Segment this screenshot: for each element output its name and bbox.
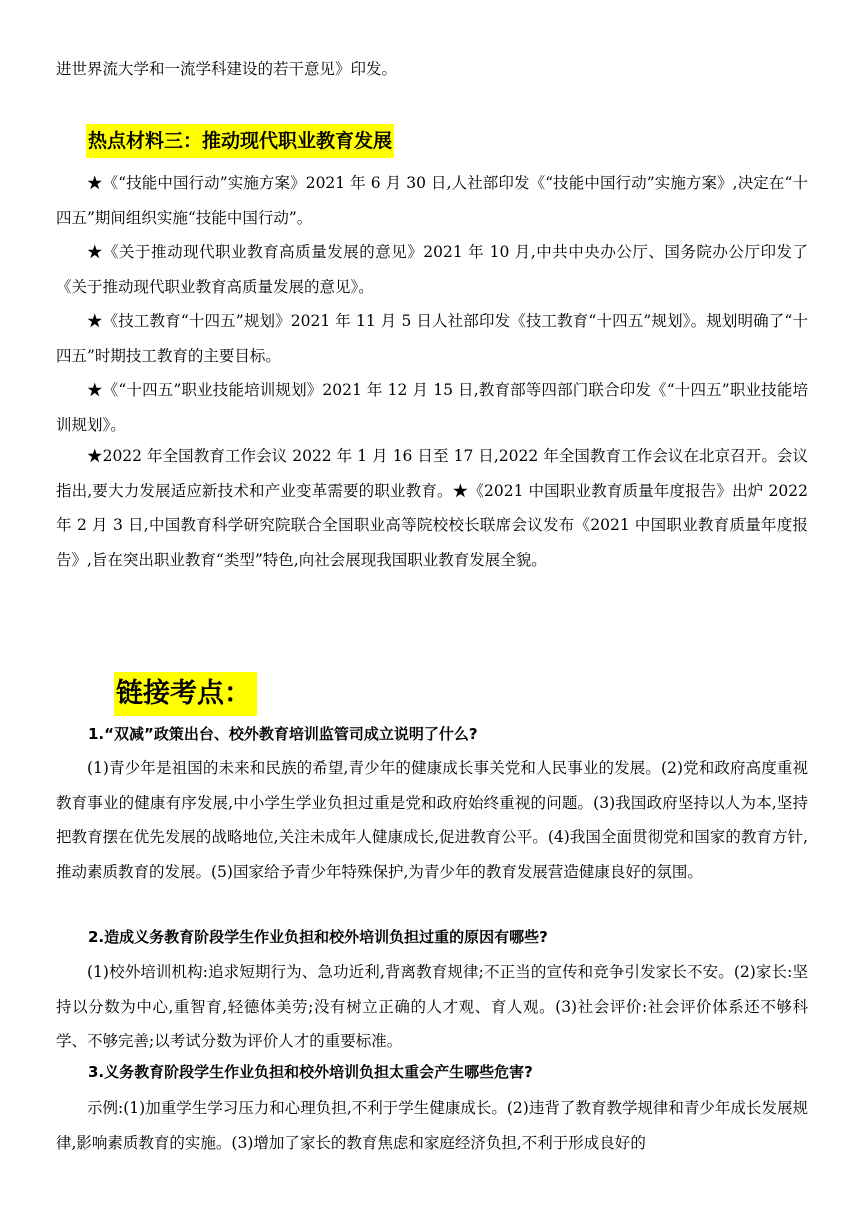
section-title-exam-points: 链接考点： — [114, 672, 257, 716]
answer-3: 示例:(1)加重学生学习压力和心理负担,不利于学生健康成长。(2)违背了教育教学规律和青少年成长发展规律,影响素质教育的实施。(3)增加了家长的教育焦虑和家庭经济负担,不利于形成良好的 — [56, 1099, 808, 1152]
hot-item-5: ★2022 年全国教育工作会议 2022 年 1 月 16 日至 17 日,2022 年全国教育工作会议在北京召开。会议指出,要大力发展适应新技术和产业变革需要的职业教育。★《2021 中国职业教育质量年度报告》出炉 2022 年 2 月 3 日,中国教育科学研究院联合全国职业高等院校校长联席会议发布《2021 中国职业教育质量年度报告》,旨在突出职业教育“类型”特色,向社会展现我国职业教育发展全貌。 — [56, 447, 808, 569]
question-3: 3.义务教育阶段学生作业负担和校外培训负担太重会产生哪些危害? — [88, 1063, 533, 1081]
answer-1: (1)青少年是祖国的未来和民族的希望,青少年的健康成长事关党和人民事业的发展。(2)党和政府高度重视教育事业的健康有序发展,中小学生学业负担过重是党和政府始终重视的问题。(3)我国政府坚持以人为本,坚持把教育摆在优先发展的战略地位,关注未成年人健康成长,促进教育公平。(4)我国全面贯彻党和国家的教育方针,推动素质教育的发展。(5)国家给予青少年特殊保护,为青少年的教育发展营造健康良好的氛围。 — [56, 759, 808, 881]
question-1: 1.“双减”政策出台、校外教育培训监管司成立说明了什么? — [88, 725, 478, 743]
section-title-hot-material-3: 热点材料三：推动现代职业教育发展 — [86, 124, 394, 158]
question-2: 2.造成义务教育阶段学生作业负担和校外培训负担过重的原因有哪些? — [88, 928, 548, 946]
answer-2: (1)校外培训机构:追求短期行为、急功近利,背离教育规律;不正当的宣传和竞争引发家长不安。(2)家长:坚持以分数为中心,重智育,轻德体美劳;没有树立正确的人才观、育人观。(3)社会评价:社会评价体系还不够科学、不够完善;以考试分数为评价人才的重要标准。 — [56, 963, 808, 1050]
hot-item-1: ★《“技能中国行动”实施方案》2021 年 6 月 30 日,人社部印发《“技能中国行动”实施方案》,决定在“十四五”期间组织实施“技能中国行动”。 — [56, 174, 808, 227]
hot-item-2: ★《关于推动现代职业教育高质量发展的意见》2021 年 10 月,中共中央办公厅、国务院办公厅印发了《关于推动现代职业教育高质量发展的意见》。 — [56, 243, 808, 296]
hot-item-3: ★《技工教育“十四五”规划》2021 年 11 月 5 日人社部印发《技工教育“十四五”规划》。规划明确了“十四五”时期技工教育的主要目标。 — [56, 312, 808, 365]
hot-item-4: ★《“十四五”职业技能培训规划》2021 年 12 月 15 日,教育部等四部门联合印发《“十四五”职业技能培训规划》。 — [56, 381, 808, 434]
lead-line: 进世界流大学和一流学科建设的若干意见》印发。 — [56, 60, 398, 78]
